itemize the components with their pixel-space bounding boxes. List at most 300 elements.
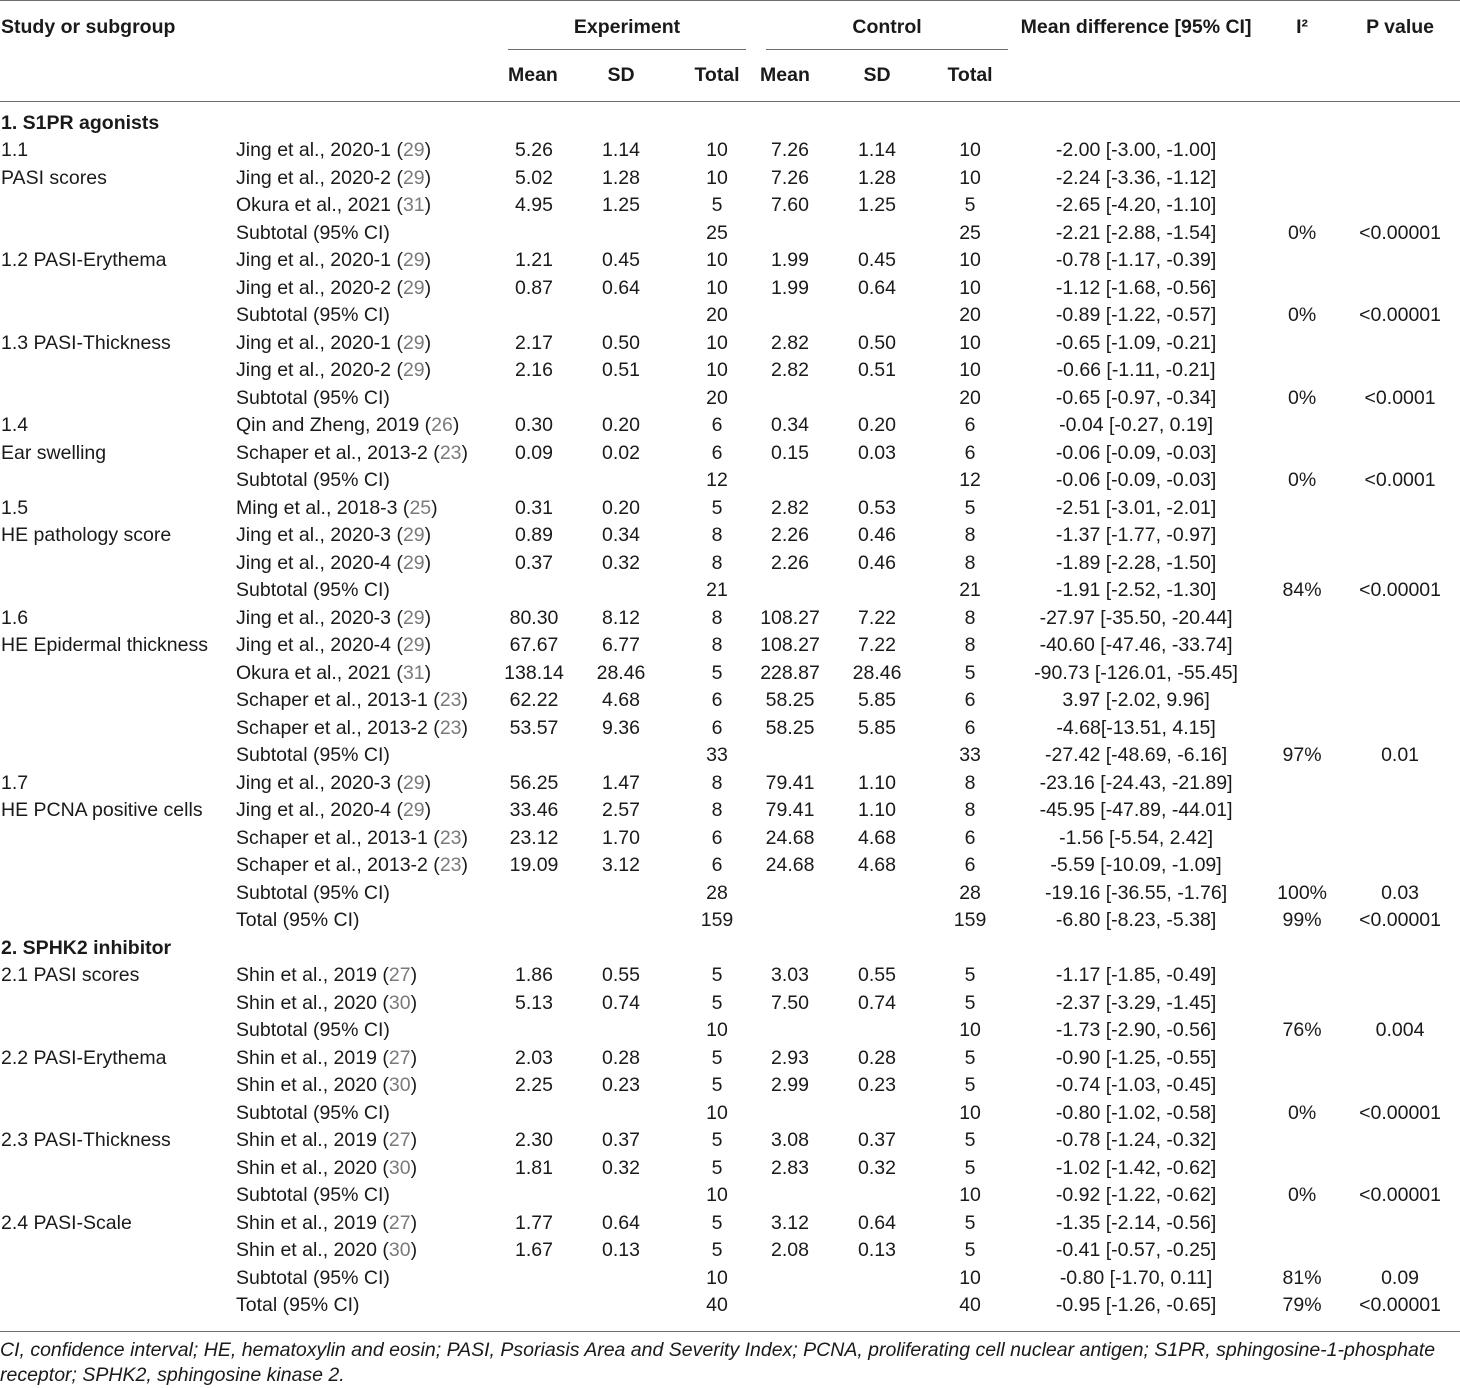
ctrl-sd: 1.10: [858, 771, 896, 794]
ctrl-mean: [758, 577, 822, 605]
exp-mean: 23.12: [509, 826, 559, 849]
ctrl-sd: 0.64: [858, 1211, 896, 1234]
exp-mean: 62.22: [509, 689, 559, 711]
ctrl-total: 10: [959, 1266, 981, 1289]
i2-value: [1264, 1045, 1340, 1073]
study-cell: [236, 577, 502, 605]
ctrl-mean: 2.82: [771, 331, 809, 354]
i2-value: [1264, 495, 1340, 523]
study-name: Subtotal (95% CI): [236, 304, 390, 326]
ctrl-mean: 1.99: [771, 276, 809, 299]
table-body: [0, 101, 1460, 1320]
study-cell: Jing et al., 2020-4 (29): [236, 799, 432, 821]
table-row: [0, 852, 1460, 880]
subgroup-label: [0, 715, 236, 743]
study-name: Subtotal (95% CI): [236, 579, 390, 601]
study-cell: [236, 1265, 502, 1293]
i2-value: 81%: [1282, 1266, 1322, 1289]
mean-difference: -0.78 [-1.24, -0.32]: [1055, 1129, 1217, 1151]
exp-total: 6: [711, 826, 723, 849]
exp-total: 6: [711, 716, 723, 739]
exp-mean: [502, 880, 566, 908]
table-row: [0, 1292, 1460, 1320]
p-value: <0.00001: [1359, 304, 1441, 326]
study-name: Jing et al., 2020-3: [236, 606, 392, 629]
mean-difference: 3.97 [-2.02, 9.96]: [1062, 689, 1210, 711]
exp-sd: [566, 1017, 676, 1045]
table-row: [0, 1045, 1460, 1073]
i2-value: [1264, 715, 1340, 743]
mean-difference: -0.89 [-1.22, -0.57]: [1055, 304, 1217, 326]
ctrl-sd: 0.37: [858, 1129, 896, 1151]
exp-total: 8: [711, 799, 723, 821]
exp-total: 10: [706, 1019, 728, 1041]
i2-value: [1264, 660, 1340, 688]
i2-value: 99%: [1282, 909, 1322, 931]
study-cell: [236, 907, 502, 935]
mean-difference: -2.51 [-3.01, -2.01]: [1055, 496, 1217, 519]
table-row: [0, 605, 1460, 633]
study-name: Jing et al., 2020-2: [236, 166, 392, 189]
ctrl-sd: [822, 1182, 932, 1210]
ctrl-sd: [822, 1100, 932, 1128]
study-name: Shin et al., 2019: [236, 964, 377, 986]
experiment-header-label: Experiment: [508, 16, 746, 50]
ctrl-total: 20: [959, 304, 981, 326]
ctrl-sd: 1.28: [858, 166, 896, 189]
table-row: [0, 632, 1460, 660]
study-name: Jing et al., 2020-1: [236, 139, 392, 161]
subgroup-label: [0, 1017, 236, 1045]
subgroup-label: [0, 577, 236, 605]
table-row: [0, 357, 1460, 385]
mean-difference: -0.80 [-1.02, -0.58]: [1055, 1101, 1217, 1124]
exp-mean: 0.09: [515, 441, 553, 464]
footnote: CI, confidence interval; HE, hematoxylin and eosin; PASI, Psoriasis Area and Severity Index; PCNA, proliferating cell nuclear antigen; S1PR, sphingosine-1-phosphate receptor; SPHK2, sphingosine kinase 2.: [0, 1339, 1436, 1386]
p-value: [1340, 330, 1460, 358]
study-name: Subtotal (95% CI): [236, 1184, 390, 1206]
ctrl-sd: 0.53: [858, 496, 896, 519]
exp-sd: 2.57: [602, 799, 640, 821]
p-value: [1340, 137, 1460, 165]
mean-difference: -1.12 [-1.68, -0.56]: [1055, 276, 1217, 299]
ctrl-mean: 58.25: [765, 716, 815, 739]
i2-value: [1264, 770, 1340, 798]
exp-total: 21: [706, 579, 728, 601]
exp-sd: 0.20: [602, 496, 640, 519]
exp-mean: 2.16: [515, 359, 553, 381]
ctrl-mean: 2.93: [771, 1046, 809, 1069]
p-value: [1340, 247, 1460, 275]
i2-value: [1264, 440, 1340, 468]
ctrl-mean: [758, 907, 822, 935]
exp-sd: 3.12: [602, 854, 640, 876]
study-cell: Jing et al., 2020-3 (29): [236, 606, 432, 629]
ctrl-total: 12: [959, 469, 981, 491]
ctrl-mean: 228.87: [760, 661, 820, 684]
i2-value: [1264, 192, 1340, 220]
ctrl-total: 21: [959, 579, 981, 601]
reference-number: 29: [402, 249, 425, 271]
mean-difference: -5.59 [-10.09, -1.09]: [1050, 854, 1222, 876]
exp-sd: 8.12: [602, 606, 640, 629]
reference-number: 29: [402, 551, 425, 574]
i2-value: 0%: [1287, 469, 1317, 491]
study-cell: Shin et al., 2019 (27): [236, 1046, 418, 1069]
p-value: [1340, 797, 1460, 825]
i2-value: [1264, 165, 1340, 193]
ctrl-mean: 2.82: [771, 496, 809, 519]
ctrl-total: 8: [964, 606, 976, 629]
ctrl-sd: 1.14: [858, 139, 896, 161]
study-cell: Jing et al., 2020-3 (29): [236, 524, 432, 546]
p-value-header: P value: [1366, 16, 1435, 38]
ctrl-total: 5: [964, 1211, 976, 1234]
mean-difference: -1.89 [-2.28, -1.50]: [1055, 551, 1217, 574]
subgroup-label: 1.1: [1, 139, 29, 161]
exp-sd: 0.13: [602, 1239, 640, 1261]
study-cell: Jing et al., 2020-4 (29): [236, 634, 432, 656]
mean-difference: -1.02 [-1.42, -0.62]: [1055, 1156, 1217, 1179]
exp-sd: 0.74: [602, 991, 640, 1014]
subgroup-label: [0, 1265, 236, 1293]
reference-number: 23: [439, 716, 462, 739]
p-value: [1340, 357, 1460, 385]
study-cell: Shin et al., 2019 (27): [236, 1129, 418, 1151]
exp-total: 5: [711, 1156, 723, 1179]
p-value: <0.00001: [1359, 1101, 1441, 1124]
exp-sd: 0.55: [602, 964, 640, 986]
table-row: [0, 495, 1460, 523]
ctrl-sd: 0.64: [858, 276, 896, 299]
exp-sd: 9.36: [602, 716, 640, 739]
reference-number: 30: [388, 991, 411, 1014]
exp-total: 33: [706, 744, 728, 766]
exp-sd: 28.46: [596, 661, 646, 684]
ctrl-mean: 7.26: [771, 139, 809, 161]
subgroup-label: HE pathology score: [1, 524, 172, 546]
exp-sd: 1.14: [602, 139, 640, 161]
ctrl-total: 5: [964, 1074, 976, 1096]
i2-value: 0%: [1287, 1101, 1317, 1124]
exp-mean: 2.03: [515, 1046, 553, 1069]
reference-number: 29: [402, 359, 425, 381]
study-header: Study or subgroup: [1, 16, 176, 38]
exp-mean: [502, 1182, 566, 1210]
study-cell: [236, 1182, 502, 1210]
ctrl-mean: 2.83: [771, 1156, 809, 1179]
exp-sd: 1.47: [602, 771, 640, 794]
p-value: [1340, 660, 1460, 688]
mean-difference: -19.16 [-36.55, -1.76]: [1045, 881, 1228, 904]
study-cell: Schaper et al., 2013-2 (23): [236, 441, 469, 464]
p-value: [1340, 852, 1460, 880]
exp-sd: [566, 1182, 676, 1210]
ctrl-total: 8: [964, 634, 976, 656]
ctrl-sd: [822, 577, 932, 605]
exp-total: 5: [711, 661, 723, 684]
table-row: [0, 275, 1460, 303]
study-cell: [236, 220, 502, 248]
exp-mean: [502, 1265, 566, 1293]
exp-mean: 56.25: [509, 771, 559, 794]
table-row: [0, 1265, 1460, 1293]
subgroup-label: PASI scores: [1, 166, 107, 189]
exp-sd: 0.64: [602, 1211, 640, 1234]
ctrl-sd: [822, 742, 932, 770]
ctrl-mean: [758, 385, 822, 413]
i2-value: [1264, 1127, 1340, 1155]
mean-difference: -1.91 [-2.52, -1.30]: [1055, 579, 1217, 601]
ctrl-mean: 2.82: [771, 359, 809, 381]
study-cell: [236, 742, 502, 770]
i2-value: [1264, 605, 1340, 633]
mean-difference: -1.37 [-1.77, -0.97]: [1055, 524, 1217, 546]
exp-total: 10: [706, 276, 728, 299]
p-value: <0.00001: [1359, 909, 1441, 931]
subgroup-label: 1.7: [1, 771, 29, 794]
exp-total: 5: [711, 1239, 723, 1261]
ctrl-sd: 0.28: [858, 1046, 896, 1069]
table-row: [0, 137, 1460, 165]
reference-number: 27: [388, 1211, 411, 1234]
mean-difference: -0.65 [-1.09, -0.21]: [1055, 331, 1217, 354]
reference-number: 27: [388, 964, 411, 986]
ctrl-total: 6: [964, 716, 976, 739]
exp-sd: [566, 577, 676, 605]
table-row: [0, 797, 1460, 825]
ctrl-total: 6: [964, 441, 976, 464]
study-name: Subtotal (95% CI): [236, 1019, 390, 1041]
exp-sd: 1.70: [602, 826, 640, 849]
exp-mean: 1.67: [515, 1239, 553, 1261]
ctrl-mean-header: Mean: [758, 51, 822, 102]
study-name: Shin et al., 2019: [236, 1129, 377, 1151]
study-name: Total (95% CI): [236, 1294, 360, 1316]
ctrl-mean: 7.26: [771, 166, 809, 189]
p-value: [1340, 1237, 1460, 1265]
study-name: Jing et al., 2020-3: [236, 771, 392, 794]
subgroup-label: 1.4: [1, 414, 29, 436]
mean-difference: -0.92 [-1.22, -0.62]: [1055, 1184, 1217, 1206]
study-name: Schaper et al., 2013-2: [236, 854, 428, 876]
mean-difference: -27.42 [-48.69, -6.16]: [1045, 744, 1228, 766]
study-cell: [236, 1017, 502, 1045]
subgroup-label: [0, 1182, 236, 1210]
exp-total-header: Total: [676, 51, 758, 102]
p-value: [1340, 1072, 1460, 1100]
ctrl-mean: [758, 1292, 822, 1320]
table-row: [0, 220, 1460, 248]
control-header: [758, 1, 1008, 51]
ctrl-total: 159: [953, 909, 987, 931]
exp-sd: 0.37: [602, 1129, 640, 1151]
exp-total: 5: [711, 496, 723, 519]
ctrl-mean: 0.15: [771, 441, 809, 464]
ctrl-total: 8: [964, 551, 976, 574]
ctrl-mean: [758, 880, 822, 908]
exp-total: 12: [706, 469, 728, 491]
p-value: <0.0001: [1364, 469, 1436, 491]
exp-mean: 0.30: [515, 414, 553, 436]
ctrl-total: 5: [964, 964, 976, 986]
exp-mean: 1.86: [515, 964, 553, 986]
study-name: Jing et al., 2020-4: [236, 799, 392, 821]
i2-value: 0%: [1287, 1184, 1317, 1206]
reference-number: 29: [402, 139, 425, 161]
i2-value: [1264, 330, 1340, 358]
exp-total: 5: [711, 1046, 723, 1069]
exp-sd: 1.25: [602, 194, 640, 216]
ctrl-mean: 3.08: [771, 1129, 809, 1151]
header-row-columns: [0, 51, 1460, 102]
table-row: [0, 742, 1460, 770]
ctrl-total-header: Total: [932, 51, 1008, 102]
ctrl-total: 40: [959, 1294, 981, 1316]
p-value: [1340, 412, 1460, 440]
subgroup-label: [0, 1237, 236, 1265]
i2-value: [1264, 825, 1340, 853]
ctrl-mean: 3.03: [771, 964, 809, 986]
subgroup-label: 1.5: [1, 496, 29, 519]
i2-value: [1264, 962, 1340, 990]
ctrl-total: 6: [964, 854, 976, 876]
ctrl-sd: 5.85: [858, 716, 896, 739]
table-row: [0, 660, 1460, 688]
exp-mean: 138.14: [504, 661, 564, 684]
subgroup-label: [0, 550, 236, 578]
study-cell: Shin et al., 2019 (27): [236, 964, 418, 986]
exp-total: 8: [711, 551, 723, 574]
reference-number: 29: [402, 634, 425, 656]
mean-difference: -1.17 [-1.85, -0.49]: [1055, 964, 1217, 986]
study-name: Total (95% CI): [236, 909, 360, 931]
p-value: [1340, 1155, 1460, 1183]
exp-total: 6: [711, 441, 723, 464]
subgroup-label: 1.6: [1, 606, 29, 629]
group-heading: 1. S1PR agonists: [1, 111, 160, 134]
subgroup-label: [0, 1155, 236, 1183]
ctrl-sd: [822, 1265, 932, 1293]
exp-mean: [502, 1292, 566, 1320]
ctrl-total: 10: [959, 276, 981, 299]
exp-mean: 33.46: [509, 799, 559, 821]
study-name: Shin et al., 2020: [236, 1156, 377, 1179]
mean-difference: -2.37 [-3.29, -1.45]: [1055, 991, 1217, 1014]
ctrl-mean: 79.41: [765, 799, 815, 821]
p-value: <0.00001: [1359, 579, 1441, 601]
reference-number: 23: [439, 826, 462, 849]
ctrl-total: 6: [964, 414, 976, 436]
table-row: [0, 1210, 1460, 1238]
exp-sd: [566, 1100, 676, 1128]
p-value: [1340, 770, 1460, 798]
p-value: [1340, 715, 1460, 743]
reference-number: 26: [431, 414, 453, 436]
ctrl-mean: 1.99: [771, 249, 809, 271]
ctrl-sd: [822, 1017, 932, 1045]
exp-total: 5: [711, 1074, 723, 1096]
exp-sd: 0.64: [602, 276, 640, 299]
p-value: <0.0001: [1364, 386, 1436, 409]
mean-difference: -0.95 [-1.26, -0.65]: [1055, 1294, 1217, 1316]
reference-number: 29: [402, 331, 425, 354]
reference-number: 23: [439, 689, 462, 711]
p-value: 0.01: [1381, 744, 1420, 766]
i2-value: 79%: [1282, 1294, 1322, 1316]
exp-total: 6: [711, 689, 723, 711]
study-cell: Jing et al., 2020-1 (29): [236, 331, 432, 354]
study-name: Subtotal (95% CI): [236, 744, 390, 766]
study-cell: Okura et al., 2021 (31): [236, 661, 432, 684]
ctrl-sd: 1.25: [858, 194, 896, 216]
ctrl-mean: [758, 742, 822, 770]
table-row: [0, 577, 1460, 605]
ctrl-mean: 108.27: [760, 634, 820, 656]
exp-total: 10: [706, 139, 728, 161]
ctrl-total: 5: [964, 661, 976, 684]
reference-number: 29: [402, 799, 425, 821]
mean-difference: -90.73 [-126.01, -55.45]: [1034, 661, 1238, 684]
study-name: Subtotal (95% CI): [236, 881, 390, 904]
i2-value: 97%: [1282, 744, 1322, 766]
ctrl-total: 6: [964, 826, 976, 849]
table-row: [0, 1127, 1460, 1155]
reference-number: 29: [402, 606, 425, 629]
mean-difference: -23.16 [-24.43, -21.89]: [1039, 771, 1233, 794]
study-cell: [236, 385, 502, 413]
p-value: [1340, 632, 1460, 660]
ctrl-total: 5: [964, 1239, 976, 1261]
table-row: [0, 1182, 1460, 1210]
exp-total: 10: [706, 331, 728, 354]
p-value: [1340, 440, 1460, 468]
reference-number: 31: [402, 194, 425, 216]
table-row: [0, 825, 1460, 853]
i2-value: [1264, 412, 1340, 440]
reference-number: 30: [388, 1156, 411, 1179]
subgroup-label: [0, 385, 236, 413]
exp-mean: 53.57: [509, 716, 559, 739]
exp-mean: 2.30: [515, 1129, 553, 1151]
exp-mean: 1.77: [515, 1211, 553, 1234]
p-value: <0.00001: [1359, 221, 1441, 244]
table-row: [0, 715, 1460, 743]
study-name: Subtotal (95% CI): [236, 386, 390, 409]
exp-sd: [566, 302, 676, 330]
study-cell: Okura et al., 2021 (31): [236, 194, 432, 216]
subgroup-label: [0, 467, 236, 495]
subgroup-label: Ear swelling: [1, 441, 107, 464]
p-value: [1340, 495, 1460, 523]
exp-mean: 5.13: [515, 991, 553, 1014]
ctrl-total: 8: [964, 799, 976, 821]
ctrl-sd: 0.51: [858, 359, 896, 381]
ctrl-total: 10: [959, 1019, 981, 1041]
i2-value: [1264, 357, 1340, 385]
ctrl-sd: 5.85: [858, 689, 896, 711]
ctrl-mean: [758, 1182, 822, 1210]
ctrl-sd: 0.50: [858, 331, 896, 354]
ctrl-total: 10: [959, 139, 981, 161]
subgroup-label: HE PCNA positive cells: [1, 799, 203, 821]
study-cell: Schaper et al., 2013-1 (23): [236, 826, 469, 849]
ctrl-total: 10: [959, 1184, 981, 1206]
ctrl-sd: [822, 220, 932, 248]
exp-mean: 5.02: [515, 166, 553, 189]
exp-total: 6: [711, 854, 723, 876]
study-cell: Shin et al., 2019 (27): [236, 1211, 418, 1234]
